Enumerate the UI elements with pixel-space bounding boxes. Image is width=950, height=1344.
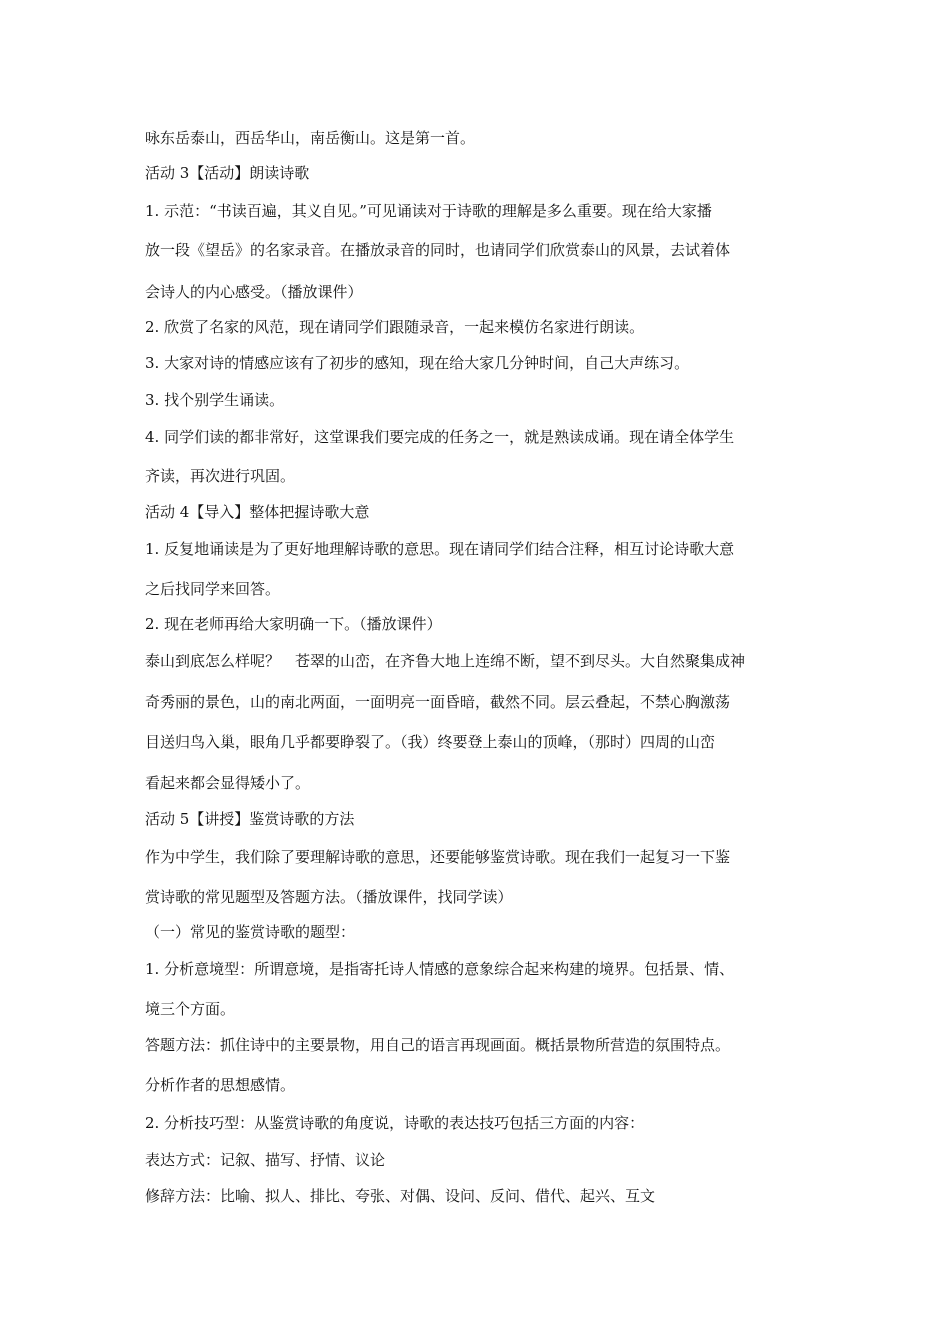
text-line: 泰山到底怎么样呢？ 苍翠的山峦，在齐鲁大地上连绵不断，望不到尽头。大自然聚集成神 <box>145 652 746 670</box>
text-line: 2. 分析技巧型：从鉴赏诗歌的角度说，诗歌的表达技巧包括三方面的内容： <box>145 1114 645 1132</box>
text-line: 2. 现在老师再给大家明确一下。（播放课件） <box>145 615 442 633</box>
text-line: 1. 分析意境型：所谓意境，是指寄托诗人情感的意象综合起来构建的境界。包括景、情、 <box>145 960 735 978</box>
text-line: 1. 示范：“书读百遍，其义自见。”可见诵读对于诗歌的理解是多么重要。现在给大家播 <box>145 202 712 220</box>
text-line: 目送归鸟入巢，眼角几乎都要睁裂了。（我）终要登上泰山的顶峰，（那时）四周的山峦 <box>145 733 716 751</box>
text-line: 咏东岳泰山，西岳华山，南岳衡山。这是第一首。 <box>145 129 476 147</box>
text-line: 会诗人的内心感受。（播放课件） <box>145 283 363 301</box>
section-heading: 活动 4【导入】整体把握诗歌大意 <box>145 503 370 521</box>
text-line: 4. 同学们读的都非常好，这堂课我们要完成的任务之一，就是熟读成诵。现在请全体学生 <box>145 428 735 446</box>
text-line: 赏诗歌的常见题型及答题方法。（播放课件，找同学读） <box>145 888 513 906</box>
text-line: 1. 反复地诵读是为了更好地理解诗歌的意思。现在请同学们结合注释，相互讨论诗歌大意 <box>145 540 735 558</box>
text-line: 分析作者的思想感情。 <box>145 1076 296 1094</box>
text-line: 2. 欣赏了名家的风范，现在请同学们跟随录音，一起来模仿名家进行朗读。 <box>145 318 645 336</box>
sub-heading: （一）常见的鉴赏诗歌的题型： <box>145 923 356 941</box>
text-line: 齐读，再次进行巩固。 <box>145 467 296 485</box>
section-heading: 活动 5【讲授】鉴赏诗歌的方法 <box>145 810 355 828</box>
text-line: 3. 找个别学生诵读。 <box>145 391 285 409</box>
text-line: 答题方法：抓住诗中的主要景物，用自己的语言再现画面。概括景物所营造的氛围特点。 <box>145 1036 731 1054</box>
text-line: 之后找同学来回答。 <box>145 580 281 598</box>
text-line: 看起来都会显得矮小了。 <box>145 774 311 792</box>
text-line: 境三个方面。 <box>145 1000 236 1018</box>
text-line: 作为中学生，我们除了要理解诗歌的意思，还要能够鉴赏诗歌。现在我们一起复习一下鉴 <box>145 848 731 866</box>
text-line: 奇秀丽的景色，山的南北两面，一面明亮一面昏暗，截然不同。层云叠起，不禁心胸激荡 <box>145 693 731 711</box>
text-line: 表达方式：记叙、描写、抒情、议论 <box>145 1151 386 1169</box>
text-line: 修辞方法：比喻、拟人、排比、夸张、对偶、设问、反问、借代、起兴、互文 <box>145 1187 656 1205</box>
text-line: 放一段《望岳》的名家录音。在播放录音的同时，也请同学们欣赏泰山的风景，去试着体 <box>145 241 731 259</box>
section-heading: 活动 3【活动】朗读诗歌 <box>145 164 310 182</box>
text-line: 3. 大家对诗的情感应该有了初步的感知，现在给大家几分钟时间，自己大声练习。 <box>145 354 690 372</box>
